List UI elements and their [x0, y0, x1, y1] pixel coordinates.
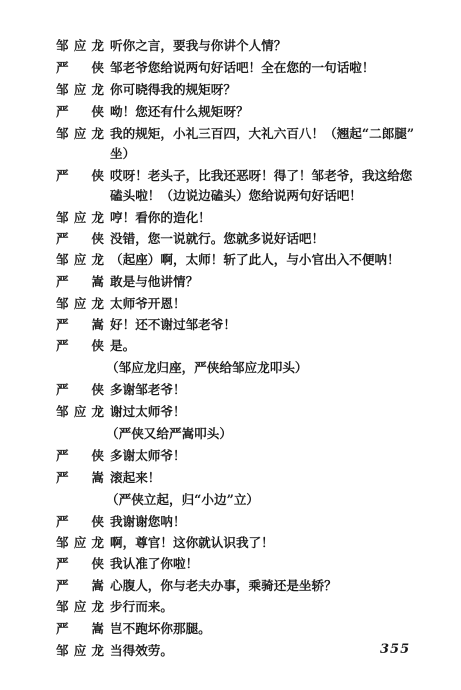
- dialogue-line: [56, 511, 446, 533]
- dialogue-text: 多谢太师爷！: [110, 448, 186, 463]
- dialogue-text: 磕头啦！（边说边磕头）您给说两句好话吧！: [110, 188, 362, 203]
- speaker-name: 邹应龙: [56, 643, 104, 658]
- dialogue-text: 听你之言，要我与你讲个人情？: [110, 38, 287, 53]
- dialogue-text: 当得效劳。: [110, 643, 173, 658]
- dialogue-text: 啊，尊官！这你就认识我了！: [110, 535, 274, 550]
- speaker-name: 严 侠: [56, 104, 104, 119]
- dialogue-text: 滚起来！: [110, 470, 161, 485]
- speaker-name: 严 侠: [56, 60, 104, 75]
- dialogue-text: 敢是与他讲情？: [110, 274, 199, 289]
- speaker-name: 严 嵩: [56, 470, 104, 485]
- speaker-name: 严 侠: [56, 231, 104, 246]
- dialogue-line: [56, 79, 446, 101]
- speaker-name: 邹应龙: [56, 82, 104, 97]
- speaker-name: 邹应龙: [56, 296, 104, 311]
- dialogue-text: 我的规矩，小礼三百四，大礼六百八！（翘起“二郎腿”: [110, 126, 415, 141]
- speaker-name: 邹应龙: [56, 599, 104, 614]
- continuation-line: [110, 185, 461, 207]
- dialogue-line: [56, 445, 446, 467]
- dialogue-text: 坐）: [110, 146, 136, 161]
- speaker-name: 严 侠: [56, 556, 104, 571]
- dialogue-line: [56, 101, 446, 123]
- stage-direction: [106, 423, 461, 445]
- stage-direction: [106, 489, 461, 511]
- speaker-name: 邹应龙: [56, 38, 104, 53]
- dialogue-text: 呦！您还有什么规矩呀？: [110, 104, 249, 119]
- speaker-name: 严 侠: [56, 448, 104, 463]
- dialogue-line: [56, 532, 446, 554]
- dialogue-line: [56, 249, 446, 271]
- stage-direction: [106, 357, 461, 379]
- dialogue-text: 是。: [110, 338, 136, 353]
- dialogue-line: [56, 165, 446, 187]
- dialogue-line: [56, 207, 446, 229]
- dialogue-text: 哼！看你的造化！: [110, 210, 211, 225]
- speaker-name: 严 侠: [56, 514, 104, 529]
- speaker-name: 严 侠: [56, 382, 104, 397]
- dialogue-line: [56, 618, 446, 640]
- dialogue-text: 谢过太师爷！: [110, 404, 186, 419]
- dialogue-text: 你可晓得我的规矩呀？: [110, 82, 236, 97]
- dialogue-line: [56, 379, 446, 401]
- dialogue-text: 岂不跑坏你那腿。: [110, 621, 211, 636]
- dialogue-line: [56, 57, 446, 79]
- dialogue-line: [56, 467, 446, 489]
- dialogue-text: 我认准了你啦！: [110, 556, 199, 571]
- dialogue-line: [56, 271, 446, 293]
- speaker-name: 严 嵩: [56, 274, 104, 289]
- speaker-name: 邹应龙: [56, 404, 104, 419]
- speaker-name: 严 嵩: [56, 578, 104, 593]
- speaker-name: 邹应龙: [56, 535, 104, 550]
- stage-direction-text: （严侠又给严嵩叩头）: [106, 426, 232, 441]
- dialogue-line: [56, 123, 446, 145]
- dialogue-line: [56, 401, 446, 423]
- dialogue-text: 心腹人，你与老夫办事，乘骑还是坐轿？: [110, 578, 337, 593]
- continuation-line: [110, 143, 461, 165]
- dialogue-text: 邹老爷您给说两句好话吧！全在您的一句话啦！: [110, 60, 375, 75]
- speaker-name: 邹应龙: [56, 210, 104, 225]
- speaker-name: 严 嵩: [56, 621, 104, 636]
- speaker-name: 严 侠: [56, 168, 104, 183]
- dialogue-text: （起座）啊，太师！斩了此人，与小官出入不便呐！: [110, 252, 400, 267]
- speaker-name: 邹应龙: [56, 126, 104, 141]
- dialogue-text: 多谢邹老爷！: [110, 382, 186, 397]
- dialogue-text: 我谢谢您呐！: [110, 514, 186, 529]
- stage-direction-text: （严侠立起，归“小边”立）: [106, 492, 260, 507]
- speaker-name: 邹应龙: [56, 252, 104, 267]
- dialogue-line: [56, 35, 446, 57]
- dialogue-text: 没错，您一说就行。您就多说好话吧！: [110, 231, 325, 246]
- stage-direction-text: （邹应龙归座，严侠给邹应龙叩头）: [106, 360, 308, 375]
- dialogue-text: 哎呀！老头子，比我还恶呀！得了！邹老爷，我这给您: [110, 168, 413, 183]
- page-number: 355: [380, 642, 411, 657]
- dialogue-line: [56, 293, 446, 315]
- dialogue-text: 步行而来。: [110, 599, 173, 614]
- dialogue-line: [56, 335, 446, 357]
- dialogue-line: [56, 228, 446, 250]
- speaker-name: 严 嵩: [56, 317, 104, 332]
- speaker-name: 严 侠: [56, 338, 104, 353]
- dialogue-line: [56, 553, 446, 575]
- dialogue-line: [56, 596, 446, 618]
- dialogue-line: [56, 575, 446, 597]
- dialogue-text: 好！还不谢过邹老爷！: [110, 317, 236, 332]
- dialogue-line: [56, 314, 446, 336]
- dialogue-text: 太师爷开恩！: [110, 296, 186, 311]
